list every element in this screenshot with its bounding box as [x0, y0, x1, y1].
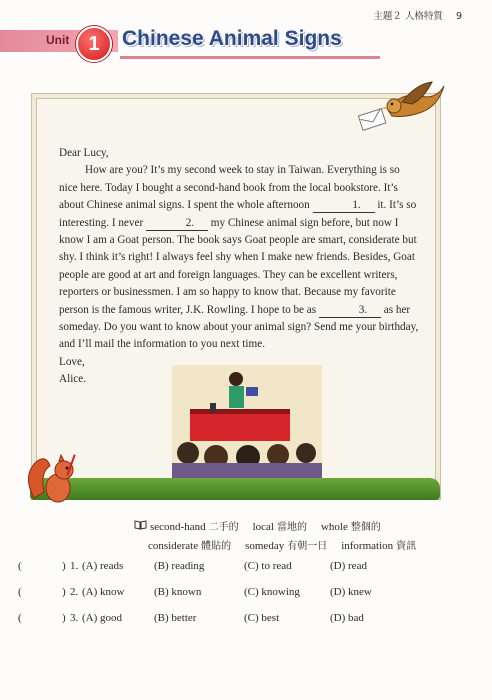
question-number: 2.	[70, 586, 79, 598]
vocab-item: someday 有朝一日	[245, 540, 328, 552]
blank-3: 3.	[319, 304, 381, 318]
question-list	[14, 560, 474, 638]
letter-signature: Alice.	[59, 373, 87, 386]
page-header	[373, 8, 462, 22]
letter-body	[59, 145, 419, 389]
section-label: 主題２ 人格特質	[373, 11, 443, 22]
vocab-item: information 資訊	[341, 540, 417, 552]
answer-paren-open[interactable]: (	[18, 612, 22, 624]
squirrel-icon	[26, 446, 82, 506]
answer-paren-close: )	[62, 612, 66, 624]
page-title: Chinese Animal Signs	[122, 27, 342, 50]
title-underline	[120, 56, 380, 59]
option-c[interactable]: (C) best	[244, 612, 280, 624]
option-c[interactable]: (C) knowing	[244, 586, 300, 598]
option-d[interactable]: (D) knew	[330, 586, 372, 598]
option-c[interactable]: (C) to read	[244, 560, 292, 572]
page-number: 9	[455, 11, 462, 22]
letter-text-2: it. It’s so interesting. I never	[59, 199, 417, 229]
vocab-item: whole 整個的	[320, 521, 381, 533]
answer-paren-open[interactable]: (	[18, 586, 22, 598]
option-b[interactable]: (B) better	[154, 612, 197, 624]
option-a[interactable]: (A) good	[82, 612, 123, 624]
letter-closing: Love,	[59, 355, 85, 368]
bird-with-letter-icon	[358, 72, 448, 142]
question-row	[14, 612, 474, 638]
letter-text-3: my Chinese animal sign before, but now I know I am a Goat person. The book says Goat people are smart, considerate but shy. I think it’s right! I always feel shy when I make new friends. Besides, Goat people are good at art and foreign languages. They can be excellent writers, reporters or businessmen. I am so happy to know that. Because my favorite person is the famous writer, J.K. Rowling. I hope to be as	[59, 216, 417, 316]
answer-paren-close: )	[62, 586, 66, 598]
option-b[interactable]: (B) known	[154, 586, 202, 598]
unit-label: Unit	[46, 33, 70, 47]
vocab-item: considerate 體貼的	[148, 540, 232, 552]
option-d[interactable]: (D) bad	[330, 612, 364, 624]
question-number: 1.	[70, 560, 79, 572]
blank-1: 1.	[313, 199, 375, 213]
question-row	[14, 560, 474, 586]
blank-2: 2.	[146, 217, 208, 231]
option-a[interactable]: (A) know	[82, 586, 125, 598]
vocab-row	[134, 518, 464, 537]
option-b[interactable]: (B) reading	[154, 560, 205, 572]
vocab-row	[134, 537, 464, 556]
answer-paren-open[interactable]: (	[18, 560, 22, 572]
vocab-item: second-hand 二手的	[150, 521, 239, 533]
letter-text-1: How are you? It’s my second week to stay in Taiwan. Everything is so nice here. Today I bought a second-hand book from the local bookstore. It’s about Chinese animal signs. I spent the whole afternoon	[59, 164, 400, 212]
grass-border	[30, 478, 440, 500]
letter-greeting: Dear Lucy,	[59, 147, 109, 159]
speaker-scene-illustration	[172, 365, 322, 480]
letter-text-4: as her someday. Do you want to know about your animal sign? Send me your birthday, and I’ll mail the information to you next time.	[59, 303, 419, 351]
unit-number-badge: 1	[76, 26, 112, 62]
option-d[interactable]: (D) read	[330, 560, 367, 572]
option-a[interactable]: (A) reads	[82, 560, 124, 572]
question-number: 3.	[70, 612, 79, 624]
answer-paren-close: )	[62, 560, 66, 572]
question-row	[14, 586, 474, 612]
vocabulary-box	[134, 518, 464, 556]
book-icon	[134, 520, 147, 530]
vocab-item: local 當地的	[252, 521, 307, 533]
letter-paragraph	[59, 162, 419, 353]
